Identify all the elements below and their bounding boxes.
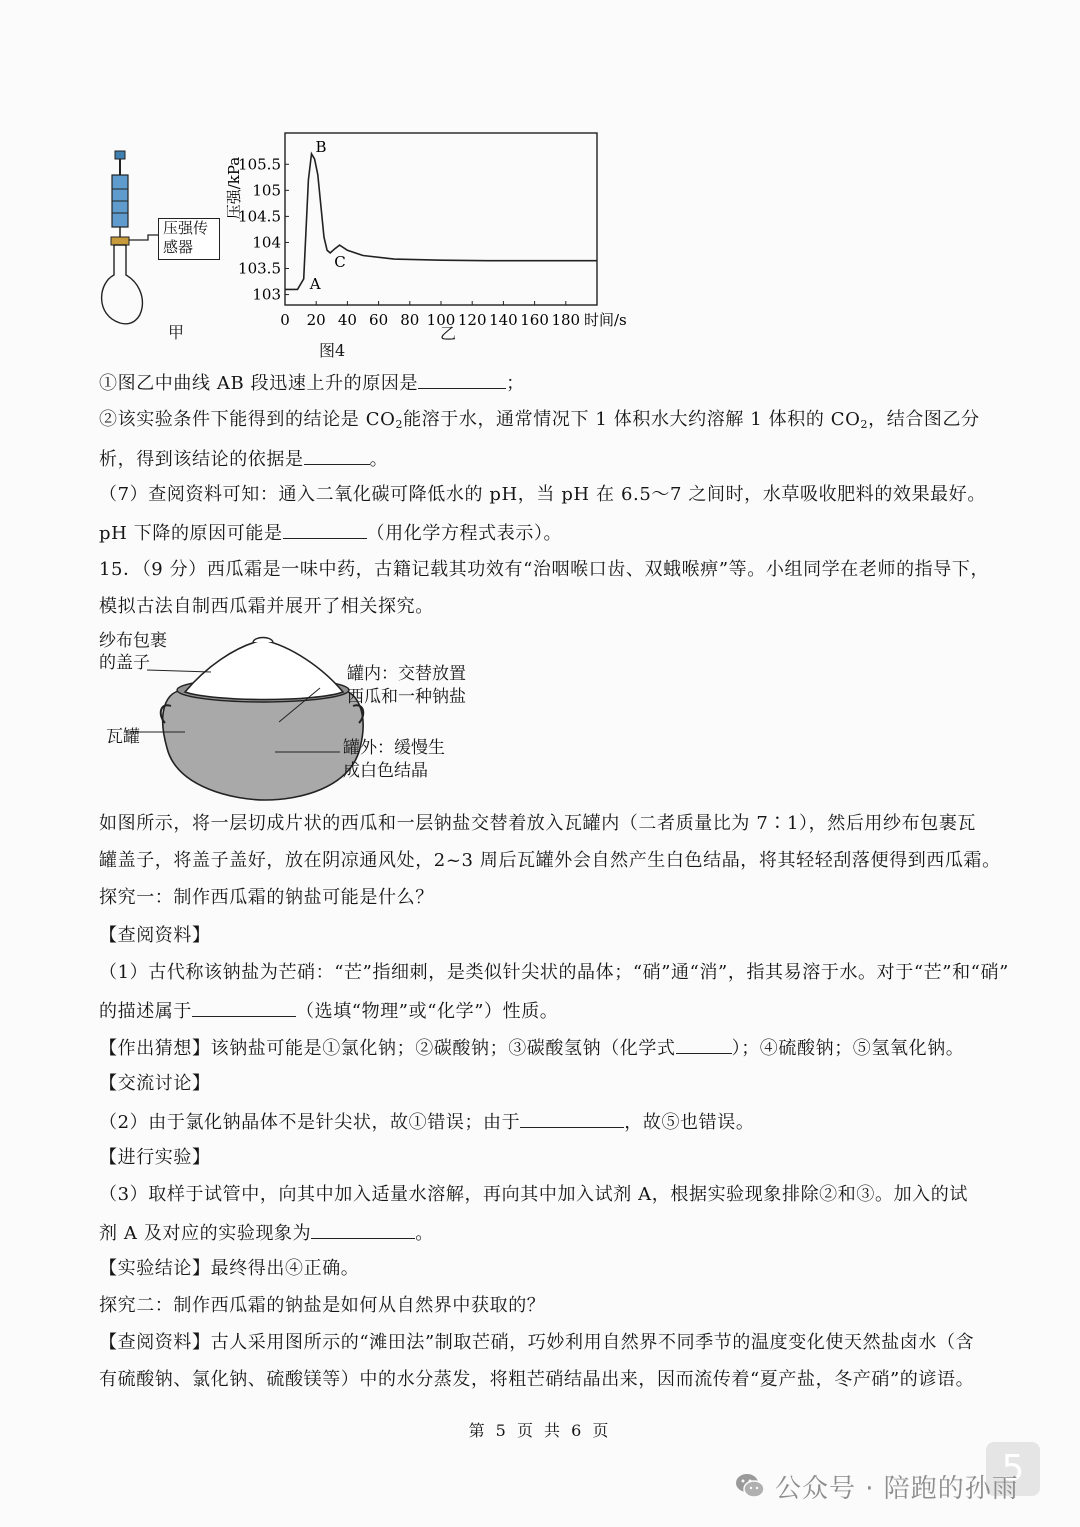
x-tick-label: 140 bbox=[489, 311, 518, 329]
q14-sub2-line1: ②该实验条件下能得到的结论是 $CO_2$能溶于水，通常情况下 1 体积水大约溶解 1 体积的 $CO_2$，结合图乙分 bbox=[99, 409, 980, 431]
watermark bbox=[735, 1468, 1019, 1504]
x-tick-label: 0 bbox=[280, 311, 290, 329]
q15-exp-line2: 剂 A 及对应的实验现象为 。 bbox=[99, 1220, 434, 1246]
q15-intro-line1: 15．（9 分）西瓜霜是一味中药，古籍记载其功效有“治咽喉口齿、双蛾喉痹”等。小组同学在老师的指导下， bbox=[99, 559, 990, 580]
ref-heading-1: 【查阅资料】 bbox=[99, 925, 211, 946]
chart-xlabel: 时间/s bbox=[584, 311, 627, 329]
answer-blank[interactable] bbox=[418, 370, 506, 389]
inside-label: 罐内：交替放置 西瓜和一种钠盐 bbox=[347, 664, 466, 707]
answer-blank[interactable] bbox=[304, 446, 370, 465]
point-label-b: B bbox=[315, 137, 327, 156]
caption-jia: 甲 bbox=[168, 323, 185, 342]
q15-exp-line1: （3）取样于试管中，向其中加入适量水溶解，再向其中加入试剂 A，根据实验现象排除②和③。加入的试 bbox=[99, 1184, 968, 1205]
x-tick-label: 60 bbox=[369, 311, 389, 329]
answer-blank[interactable] bbox=[192, 998, 296, 1017]
q14-sub2-line2: 析，得到该结论的依据是 。 bbox=[99, 446, 388, 472]
q15-intro-line2: 模拟古法自制西瓜霜并展开了相关探究。 bbox=[99, 596, 434, 617]
q15-discuss: （2）由于氯化钠晶体不是针尖状，故①错误；由于 ，故⑤也错误。 bbox=[99, 1109, 754, 1135]
x-tick-label: 20 bbox=[306, 311, 326, 329]
watermark-text: 公众号 · 陪跑的孙雨 bbox=[775, 1473, 1019, 1504]
x-tick-label: 100 bbox=[426, 311, 456, 329]
discuss-heading: 【交流讨论】 bbox=[99, 1073, 211, 1094]
q15-hypothesis: 【作出猜想】该钠盐可能是①氯化钠；②碳酸钠；③碳酸氢钠（化学式 ）；④硫酸钠；⑤氢氧化钠。 bbox=[99, 1035, 964, 1061]
y-tick-label: 104 bbox=[252, 233, 281, 252]
q15-ref1-line2: 的描述属于 （选填“物理”或“化学”）性质。 bbox=[99, 998, 558, 1024]
q15-ref1-line1: （1）古代称该钠盐为芒硝：“芒”指细刺，是类似针尖状的晶体；“硝”通“消”，指其易溶于水。对于“芒”和“硝” bbox=[99, 962, 1009, 983]
sensor-label-1: 压强传 bbox=[163, 219, 209, 237]
x-tick-label: 40 bbox=[337, 311, 357, 329]
chart-ylabel: 压强/kPa bbox=[225, 156, 243, 220]
q15-ref2-line1: 【查阅资料】古人采用图所示的“滩田法”制取芒硝，巧妙利用自然界不同季节的温度变化使天然盐卤水（含 bbox=[99, 1332, 975, 1353]
chart-frame-box bbox=[285, 133, 597, 305]
q15-ref2-line2: 有硫酸钠、氯化钠、硫酸镁等）中的水分蒸发，将粗芒硝结晶出来，因而流传着“夏产盐，冬产硝”的谚语。 bbox=[99, 1369, 975, 1390]
answer-blank[interactable] bbox=[311, 1220, 415, 1239]
y-tick-label: 105 bbox=[252, 181, 281, 200]
q15-conclusion: 【实验结论】最终得出④正确。 bbox=[99, 1258, 360, 1279]
q14-q7-line2: pH 下降的原因可能是 （用化学方程式表示）。 bbox=[99, 520, 562, 546]
pressure-sensor-box bbox=[158, 218, 220, 260]
outside-label: 罐外：缓慢生 成白色结晶 bbox=[343, 738, 445, 781]
pressure-time-chart bbox=[225, 125, 635, 355]
point-label-a: A bbox=[309, 274, 321, 293]
jar-label: 瓦罐 bbox=[106, 727, 140, 747]
point-label-c: C bbox=[334, 252, 346, 271]
wechat-icon bbox=[735, 1473, 765, 1499]
q14-sub1: ①图乙中曲线 AB 段迅速上升的原因是 ； bbox=[99, 370, 525, 396]
page-badge: 5 bbox=[986, 1442, 1040, 1496]
answer-blank[interactable] bbox=[676, 1035, 732, 1054]
q14-q7-line1: （7）查阅资料可知：通入二氧化碳可降低水的 pH，当 pH 在 6.5～7 之间时，水草吸收肥料的效果最好。 bbox=[99, 484, 986, 505]
lid-label: 纱布包裹 的盖子 bbox=[99, 631, 167, 673]
page-footer: 第 5 页 共 6 页 bbox=[468, 1421, 612, 1440]
pressure-curve bbox=[285, 154, 597, 290]
x-tick-label: 180 bbox=[551, 311, 581, 329]
x-tick-label: 80 bbox=[400, 311, 420, 329]
y-tick-label: 104.5 bbox=[238, 207, 281, 226]
x-tick-label: 160 bbox=[520, 311, 549, 329]
y-tick-label: 103.5 bbox=[238, 259, 281, 278]
figure4-label: 图4 bbox=[319, 341, 346, 360]
answer-blank[interactable] bbox=[283, 520, 367, 539]
q15-desc-line1: 如图所示，将一层切成片状的西瓜和一层钠盐交替着放入瓦罐内（二者质量比为 7∶1），然后用纱布包裹瓦 bbox=[99, 813, 977, 834]
y-tick-label: 103 bbox=[252, 285, 281, 304]
q15-inquiry2: 探究二：制作西瓜霜的钠盐是如何从自然界中获取的？ bbox=[99, 1295, 546, 1316]
q15-desc-line2: 罐盖子，将盖子盖好，放在阴凉通风处，2~3 周后瓦罐外会自然产生白色结晶，将其轻轻刮落便得到西瓜霜。 bbox=[99, 850, 1001, 871]
exp-heading: 【进行实验】 bbox=[99, 1147, 211, 1168]
x-tick-label: 120 bbox=[457, 311, 487, 329]
y-tick-label: 105.5 bbox=[238, 155, 281, 174]
caption-yi: 乙 bbox=[440, 324, 457, 343]
sensor-label-2: 感器 bbox=[163, 238, 194, 256]
answer-blank[interactable] bbox=[520, 1109, 624, 1128]
q15-inquiry1: 探究一：制作西瓜霜的钠盐可能是什么？ bbox=[99, 887, 434, 908]
